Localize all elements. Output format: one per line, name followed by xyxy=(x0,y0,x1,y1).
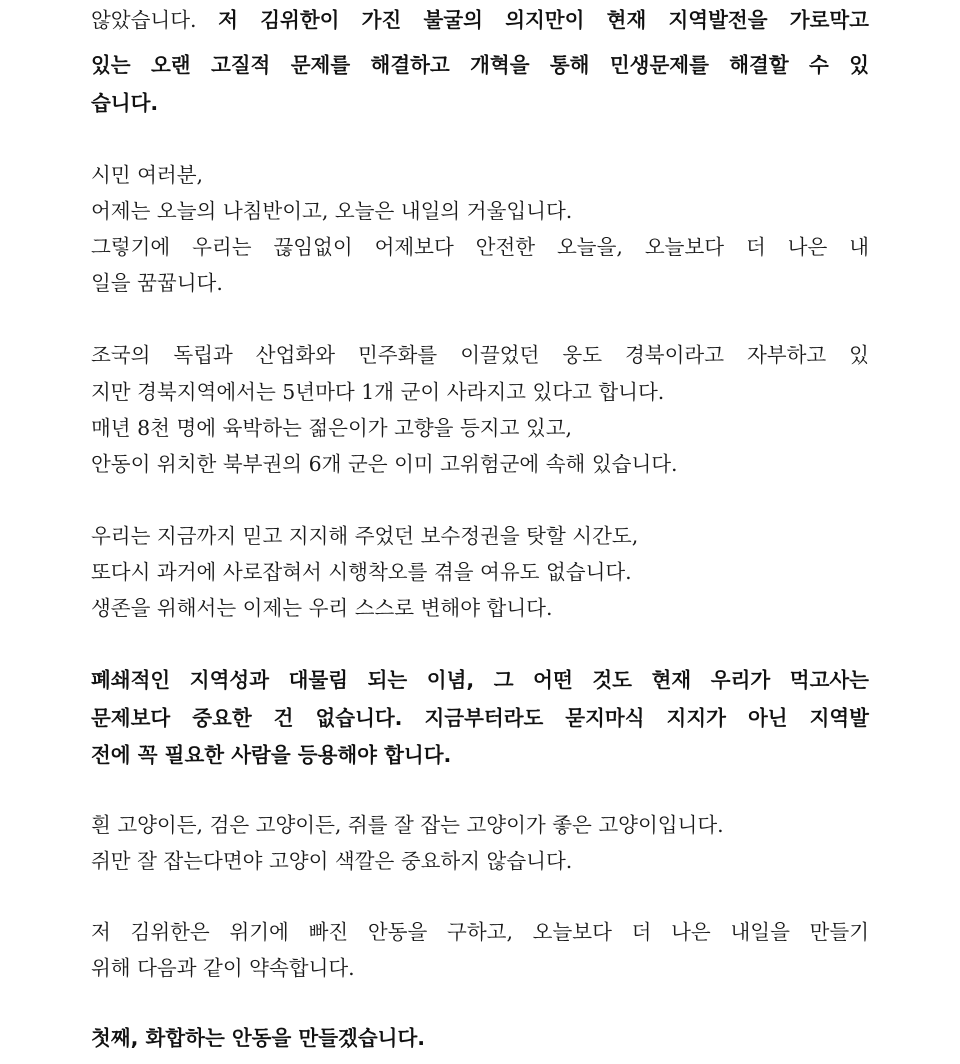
paragraph-2-line-1: 시민 여러분, xyxy=(91,163,204,187)
paragraph-1-line-1 xyxy=(91,5,869,35)
paragraph-2-line-2: 어제는 오늘의 나침반이고, 오늘은 내일의 거울입니다. xyxy=(91,199,573,223)
paragraph-3-line-4: 안동이 위치한 북부권의 6개 군은 이미 고위험군에 속해 있습니다. xyxy=(91,452,678,476)
paragraph-4-line-3: 생존을 위해서는 이제는 우리 스스로 변해야 합니다. xyxy=(91,596,553,620)
paragraph-6-line-2: 쥐만 잘 잡는다면야 고양이 색깔은 중요하지 않습니다. xyxy=(91,849,573,873)
paragraph-4-line-2: 또다시 과거에 사로잡혀서 시행착오를 겪을 여유도 없습니다. xyxy=(91,560,632,584)
paragraph-6-line-1: 흰 고양이든, 검은 고양이든, 쥐를 잘 잡는 고양이가 좋은 고양이입니다. xyxy=(91,813,724,837)
pledge-heading-first: 첫째, 화합하는 안동을 만들겠습니다. xyxy=(91,1026,426,1050)
paragraph-5-line-3: 전에 꼭 필요한 사람을 등용해야 합니다. xyxy=(91,743,452,767)
paragraph-1-line-1-normal: 않았습니다. xyxy=(91,8,219,32)
paragraph-5-line-1: 폐쇄적인 지역성과 대물림 되는 이념, 그 어떤 것도 현재 우리가 먹고사는 xyxy=(91,668,869,692)
paragraph-1-line-3: 습니다. xyxy=(91,91,159,115)
paragraph-2-line-3: 그렇기에 우리는 끊임없이 어제보다 안전한 오늘을, 오늘보다 더 나은 내 xyxy=(91,235,869,259)
paragraph-1-line-1-bold: 저 김위한이 가진 불굴의 의지만이 현재 지역발전을 가로막고 xyxy=(218,8,869,32)
paragraph-3-line-1: 조국의 독립과 산업화와 민주화를 이끌었던 웅도 경북이라고 자부하고 있 xyxy=(91,343,869,367)
paragraph-7-line-1: 저 김위한은 위기에 빠진 안동을 구하고, 오늘보다 더 나은 내일을 만들기 xyxy=(91,920,869,944)
paragraph-3-line-3: 매년 8천 명에 육박하는 젊은이가 고향을 등지고 있고, xyxy=(91,416,573,440)
paragraph-7-line-2: 위해 다음과 같이 약속합니다. xyxy=(91,956,355,980)
paragraph-1-line-2: 있는 오랜 고질적 문제를 해결하고 개혁을 통해 민생문제를 해결할 수 있 xyxy=(91,53,869,77)
paragraph-3-line-2: 지만 경북지역에서는 5년마다 1개 군이 사라지고 있다고 합니다. xyxy=(91,380,665,404)
paragraph-5-line-2: 문제보다 중요한 건 없습니다. 지금부터라도 묻지마식 지지가 아닌 지역발 xyxy=(91,706,869,730)
paragraph-2-line-4: 일을 꿈꿉니다. xyxy=(91,271,223,295)
paragraph-4-line-1: 우리는 지금까지 믿고 지지해 주었던 보수정권을 탓할 시간도, xyxy=(91,524,639,548)
